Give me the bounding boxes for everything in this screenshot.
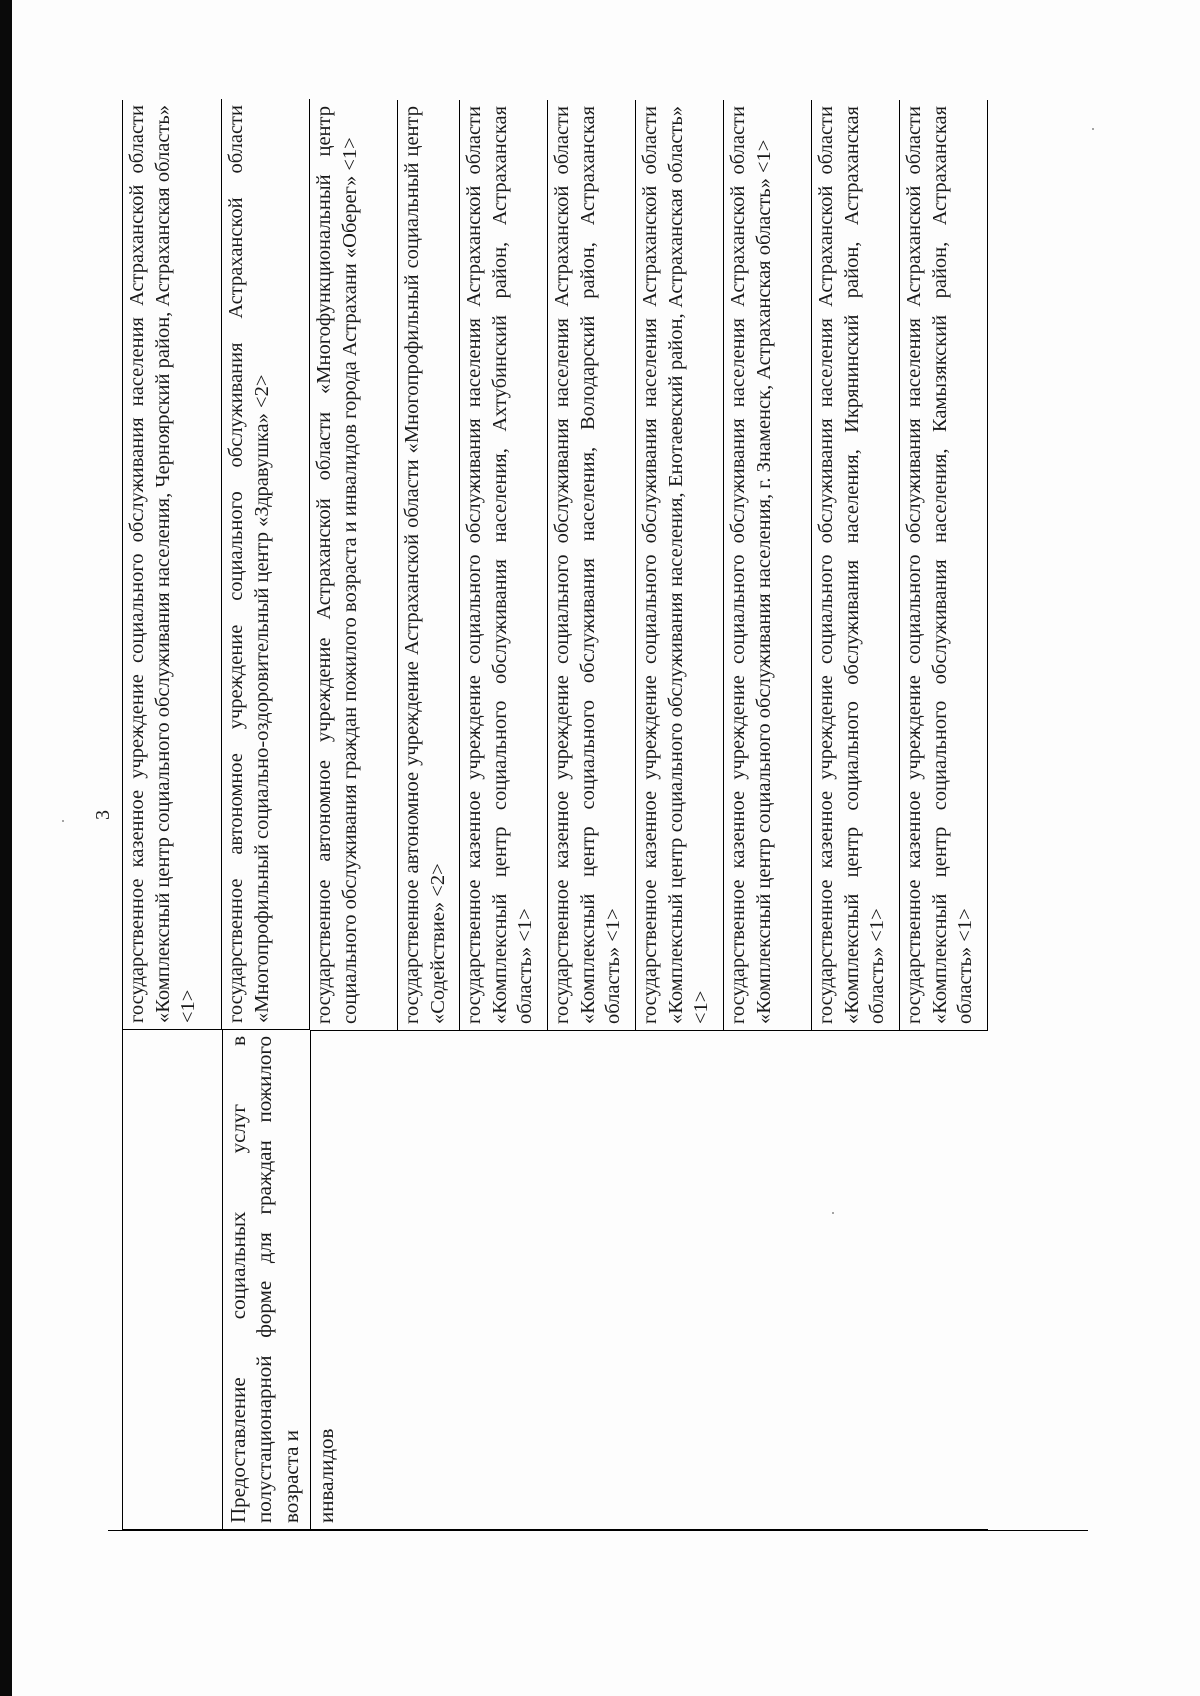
scan-speck [1092, 128, 1094, 130]
table-bottom-line [108, 1530, 1088, 1531]
institution-text: государственное казенное учреждение социального обслуживания населения Астраханской области «Комплексный центр социального обслуживания населения, Володарский район, Астраханская область» <1> [551, 106, 625, 1024]
service-cell-empty [812, 1030, 900, 1530]
service-continuation: инвалидов [314, 1428, 338, 1523]
institution-cell [636, 100, 724, 1030]
institution-cell [724, 100, 812, 1030]
service-cell-empty [123, 1029, 222, 1529]
table-row [812, 100, 900, 1530]
institution-cell [398, 100, 460, 1030]
institution-cell [812, 100, 900, 1030]
service-cell-continued [310, 1030, 398, 1530]
institution-text: государственное казенное учреждение социального обслуживания населения Астраханской области «Комплексный центр социального обслуживания населения, Черноярский район, Астраханская область» <1> [126, 105, 200, 1023]
table-row [724, 100, 812, 1530]
institution-text: государственное казенное учреждение социального обслуживания населения Астраханской области «Комплексный центр социального обслуживания населения, Камызякский район, Астраханская область» <1> [903, 106, 977, 1024]
rotated-document [92, 100, 1072, 1530]
service-cell-empty [900, 1030, 988, 1530]
institution-cell [310, 100, 398, 1030]
institution-cell [900, 100, 988, 1030]
table-row [398, 100, 460, 1530]
service-cell [222, 1029, 310, 1529]
service-cell-empty [636, 1030, 724, 1530]
institution-text: государственное казенное учреждение социального обслуживания населения Астраханской области «Комплексный центр социального обслуживания населения, г. Знаменск, Астраханская область» <1> [727, 106, 775, 1024]
institution-cell [460, 100, 548, 1030]
institution-text: государственное казенное учреждение социального обслуживания населения Астраханской области «Комплексный центр социального обслуживания населения, Енотаевский район, Астраханская область» <1> [639, 106, 713, 1024]
service-title: Предоставление социальных услуг в полустационарной форме для граждан пожилого возраста и [226, 1036, 303, 1523]
table-row [636, 100, 724, 1530]
institution-cell [548, 100, 636, 1030]
scan-speck [62, 820, 64, 822]
table-row [123, 100, 222, 1530]
service-cell-empty [398, 1030, 460, 1530]
institution-text: государственное казенное учреждение социального обслуживания населения Астраханской области «Комплексный центр социального обслуживания населения, Ахтубинский район, Астраханская область» <1> [463, 106, 537, 1024]
service-cell-empty [724, 1030, 812, 1530]
table-row [548, 100, 636, 1530]
service-cell-empty [548, 1030, 636, 1530]
institutions-table [122, 100, 1063, 1530]
table-row [222, 100, 310, 1530]
service-cell-empty [460, 1030, 548, 1530]
scan-edge-bar [0, 0, 12, 1696]
table-row [460, 100, 548, 1530]
table-row [900, 100, 988, 1530]
institution-text: государственное автономное учреждение Астраханской области «Многопрофильный социальный центр «Содействие» <2> [401, 106, 449, 1024]
table-row [310, 100, 398, 1530]
institution-text: государственное автономное учреждение Астраханской области «Многофункциональный центр социального обслуживания граждан пожилого возраста и инвалидов города Астрахани «Оберег» <1> [313, 106, 361, 1024]
institution-cell [222, 99, 310, 1029]
institution-cell [123, 99, 222, 1029]
page-number: 3 [92, 810, 114, 820]
institution-text: государственное казенное учреждение социального обслуживания населения Астраханской области «Комплексный центр социального обслуживания населения, Икрянинский район, Астраханская область» <1> [815, 106, 889, 1024]
institution-text: государственное автономное учреждение социального обслуживания Астраханской области «Многопрофильный социально-оздоровительный центр «Здравушка» <2> [225, 105, 273, 1023]
